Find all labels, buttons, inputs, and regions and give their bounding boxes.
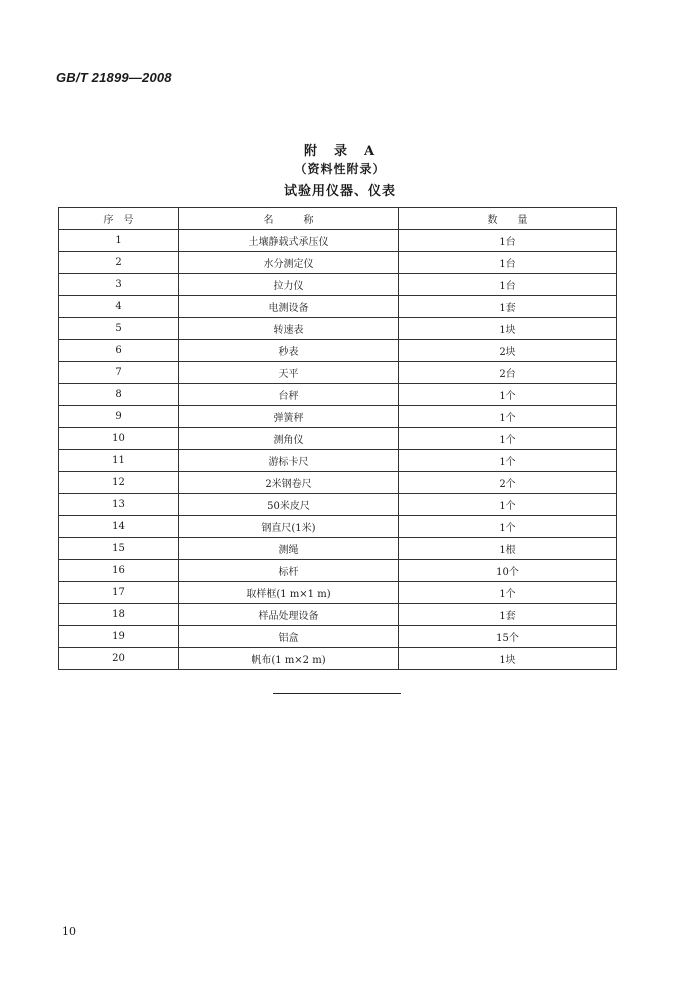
table-body	[59, 230, 617, 670]
cell-quantity: 1个	[399, 494, 617, 516]
cell-quantity: 1个	[399, 384, 617, 406]
table-row	[59, 516, 617, 538]
cell-name: 标杆	[179, 560, 399, 582]
cell-serial: 20	[59, 648, 179, 670]
cell-serial: 9	[59, 406, 179, 428]
table-row	[59, 626, 617, 648]
cell-serial: 6	[59, 340, 179, 362]
cell-name: 样品处理设备	[179, 604, 399, 626]
table-row	[59, 428, 617, 450]
column-header-serial: 序 号	[59, 208, 179, 230]
table-row	[59, 560, 617, 582]
cell-serial: 8	[59, 384, 179, 406]
end-rule	[273, 693, 401, 694]
cell-serial: 11	[59, 450, 179, 472]
table-row	[59, 362, 617, 384]
cell-name: 转速表	[179, 318, 399, 340]
table-row	[59, 582, 617, 604]
standard-number: GB/T 21899—2008	[56, 70, 172, 85]
cell-quantity: 1套	[399, 604, 617, 626]
cell-serial: 5	[59, 318, 179, 340]
cell-serial: 4	[59, 296, 179, 318]
cell-serial: 2	[59, 252, 179, 274]
instrument-table	[58, 207, 617, 670]
cell-quantity: 10个	[399, 560, 617, 582]
cell-quantity: 2台	[399, 362, 617, 384]
cell-serial: 1	[59, 230, 179, 252]
cell-name: 帆布(1 m×2 m)	[179, 648, 399, 670]
cell-name: 秒表	[179, 340, 399, 362]
cell-name: 测绳	[179, 538, 399, 560]
cell-quantity: 2块	[399, 340, 617, 362]
cell-quantity: 15个	[399, 626, 617, 648]
cell-serial: 18	[59, 604, 179, 626]
cell-quantity: 1个	[399, 406, 617, 428]
table-row	[59, 648, 617, 670]
cell-serial: 14	[59, 516, 179, 538]
cell-quantity: 1块	[399, 648, 617, 670]
cell-name: 50米皮尺	[179, 494, 399, 516]
cell-quantity: 1台	[399, 230, 617, 252]
cell-quantity: 1根	[399, 538, 617, 560]
table-row	[59, 274, 617, 296]
table-row	[59, 472, 617, 494]
cell-quantity: 2个	[399, 472, 617, 494]
table-row	[59, 340, 617, 362]
table-row	[59, 384, 617, 406]
cell-serial: 13	[59, 494, 179, 516]
cell-name: 弹簧秤	[179, 406, 399, 428]
cell-name: 钢直尺(1米)	[179, 516, 399, 538]
cell-name: 台秤	[179, 384, 399, 406]
cell-serial: 17	[59, 582, 179, 604]
table-caption: 试验用仪器、仪表	[283, 184, 396, 199]
cell-name: 2米钢卷尺	[179, 472, 399, 494]
cell-serial: 19	[59, 626, 179, 648]
column-header-quantity: 数 量	[399, 208, 617, 230]
appendix-title: 附 录 A	[303, 144, 377, 159]
cell-name: 电测设备	[179, 296, 399, 318]
table-row	[59, 230, 617, 252]
cell-quantity: 1台	[399, 252, 617, 274]
cell-name: 土壤静载式承压仪	[179, 230, 399, 252]
table-header-row	[59, 208, 617, 230]
cell-quantity: 1个	[399, 516, 617, 538]
cell-quantity: 1块	[399, 318, 617, 340]
table-row	[59, 406, 617, 428]
table-row	[59, 318, 617, 340]
table-row	[59, 494, 617, 516]
cell-quantity: 1个	[399, 450, 617, 472]
cell-serial: 7	[59, 362, 179, 384]
cell-name: 取样框(1 m×1 m)	[179, 582, 399, 604]
cell-quantity: 1个	[399, 582, 617, 604]
cell-quantity: 1套	[399, 296, 617, 318]
cell-serial: 15	[59, 538, 179, 560]
cell-name: 水分测定仪	[179, 252, 399, 274]
cell-name: 拉力仪	[179, 274, 399, 296]
cell-serial: 10	[59, 428, 179, 450]
cell-serial: 12	[59, 472, 179, 494]
page-number: 10	[62, 925, 76, 938]
table-row	[59, 538, 617, 560]
cell-serial: 16	[59, 560, 179, 582]
cell-name: 测角仪	[179, 428, 399, 450]
cell-serial: 3	[59, 274, 179, 296]
table-row	[59, 252, 617, 274]
cell-name: 铝盒	[179, 626, 399, 648]
cell-name: 游标卡尺	[179, 450, 399, 472]
column-header-name: 名 称	[179, 208, 399, 230]
cell-name: 天平	[179, 362, 399, 384]
table-row	[59, 604, 617, 626]
cell-quantity: 1台	[399, 274, 617, 296]
appendix-subtitle: （资料性附录）	[294, 162, 386, 176]
table-row	[59, 296, 617, 318]
table-row	[59, 450, 617, 472]
cell-quantity: 1个	[399, 428, 617, 450]
